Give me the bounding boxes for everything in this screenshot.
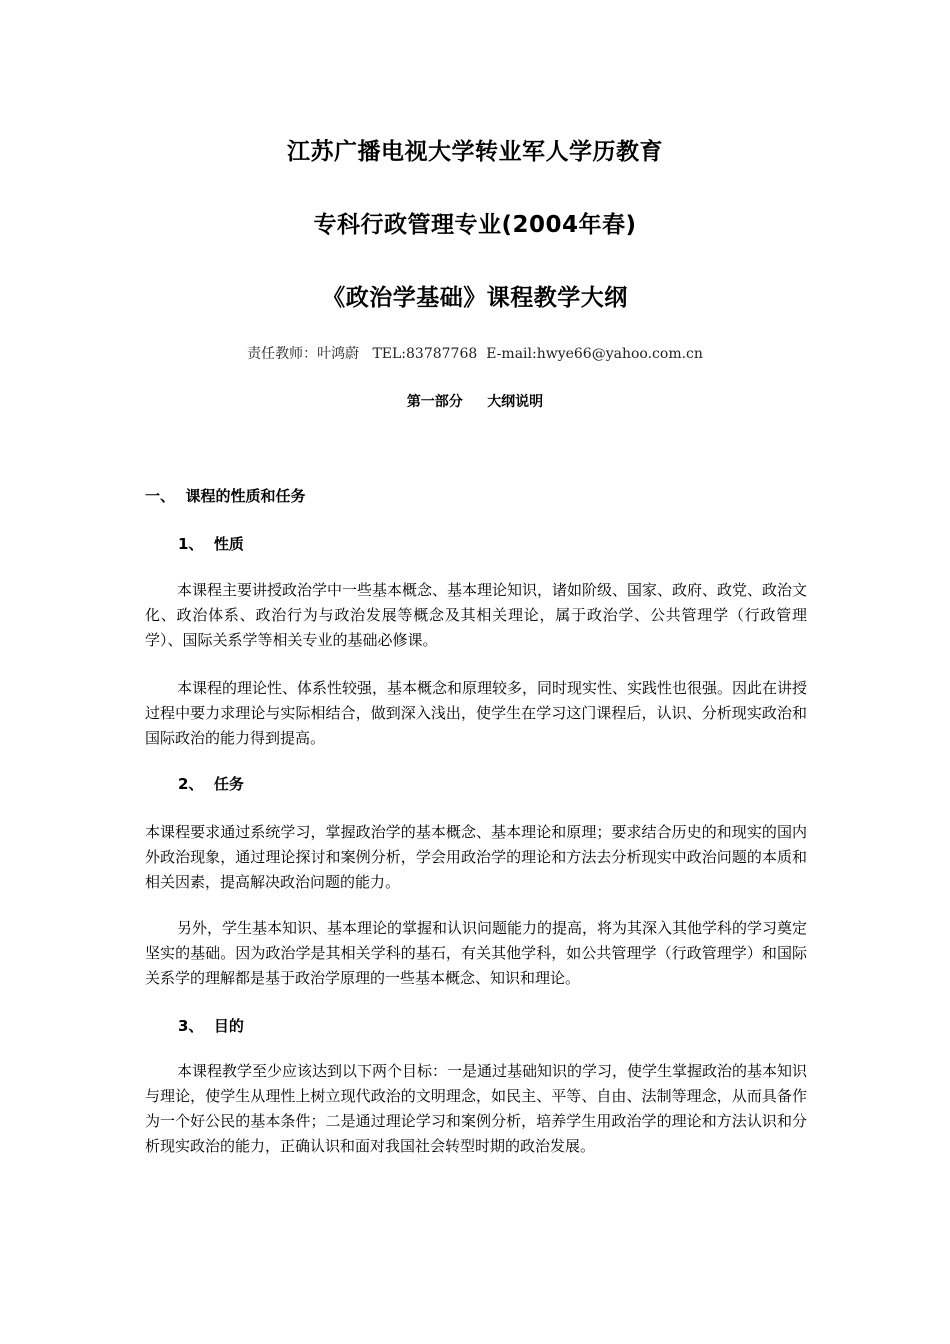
document-title-line-1: 江苏广播电视大学转业军人学历教育 (287, 139, 663, 165)
paragraph: 本课程主要讲授政治学中一些基本概念、基本理论知识，诸如阶级、国家、政府、政党、政治文化、政治体系、政治行为与政治发展等概念及其相关理论，属于政治学、公共管理学（行政管理学）、国际关系学等相关专业的基础必修课。 (145, 581, 808, 649)
part-name: 大纲说明 (487, 394, 544, 410)
subsection-title: 目的 (213, 1017, 244, 1035)
subsection-title: 任务 (213, 775, 244, 793)
part-number: 第一部分 (406, 394, 463, 410)
part-heading (0, 392, 950, 412)
subsection-heading-2 (178, 773, 244, 795)
paragraph: 本课程要求通过系统学习，掌握政治学的基本概念、基本理论和原理；要求结合历史的和现实的国内外政治现象，通过理论探讨和案例分析，学会用政治学的理论和方法去分析现实中政治问题的本质和相关因素，提高解决政治问题的能力。 (145, 823, 807, 891)
subsection-heading-1 (178, 533, 244, 555)
paragraph: 本课程教学至少应该达到以下两个目标：一是通过基础知识的学习，使学生掌握政治的基本知识与理论，使学生从理性上树立现代政治的文明理念，如民主、平等、自由、法制等理念，从而具备作为一个好公民的基本条件；二是通过理论学习和案例分析，培养学生用政治学的理论和方法认识和分析现实政治的能力，正确认识和面对我国社会转型时期的政治发展。 (145, 1062, 808, 1155)
subsection-number: 1、 (178, 535, 204, 553)
teacher-email: E-mail:hwye66@yahoo.com.cn (486, 346, 703, 362)
section-number: 一、 (145, 487, 176, 505)
section-title: 课程的性质和任务 (185, 487, 306, 505)
paragraph: 本课程的理论性、体系性较强，基本概念和原理较多，同时现实性、实践性也很强。因此在讲授过程中要力求理论与实际相结合，做到深入浅出，使学生在学习这门课程后，认识、分析现实政治和国际政治的能力得到提高。 (145, 679, 808, 747)
subsection-number: 3、 (178, 1017, 204, 1035)
contact-line (0, 344, 950, 364)
teacher-phone: TEL:83787768 (372, 346, 478, 362)
subsection-title: 性质 (213, 535, 244, 553)
subsection-heading-3 (178, 1015, 244, 1037)
teacher-name: 责任教师：叶鸿蔚 (247, 346, 360, 362)
document-title-line-2: 专科行政管理专业(2004年春) (313, 212, 637, 238)
document-title-line-3: 《政治学基础》课程教学大纲 (322, 285, 628, 311)
subsection-number: 2、 (178, 775, 204, 793)
paragraph: 另外，学生基本知识、基本理论的掌握和认识问题能力的提高，将为其深入其他学科的学习奠定坚实的基础。因为政治学是其相关学科的基石，有关其他学科，如公共管理学（行政管理学）和国际关系学的理解都是基于政治学原理的一些基本概念、知识和理论。 (145, 919, 808, 987)
section-heading-1 (145, 485, 305, 507)
